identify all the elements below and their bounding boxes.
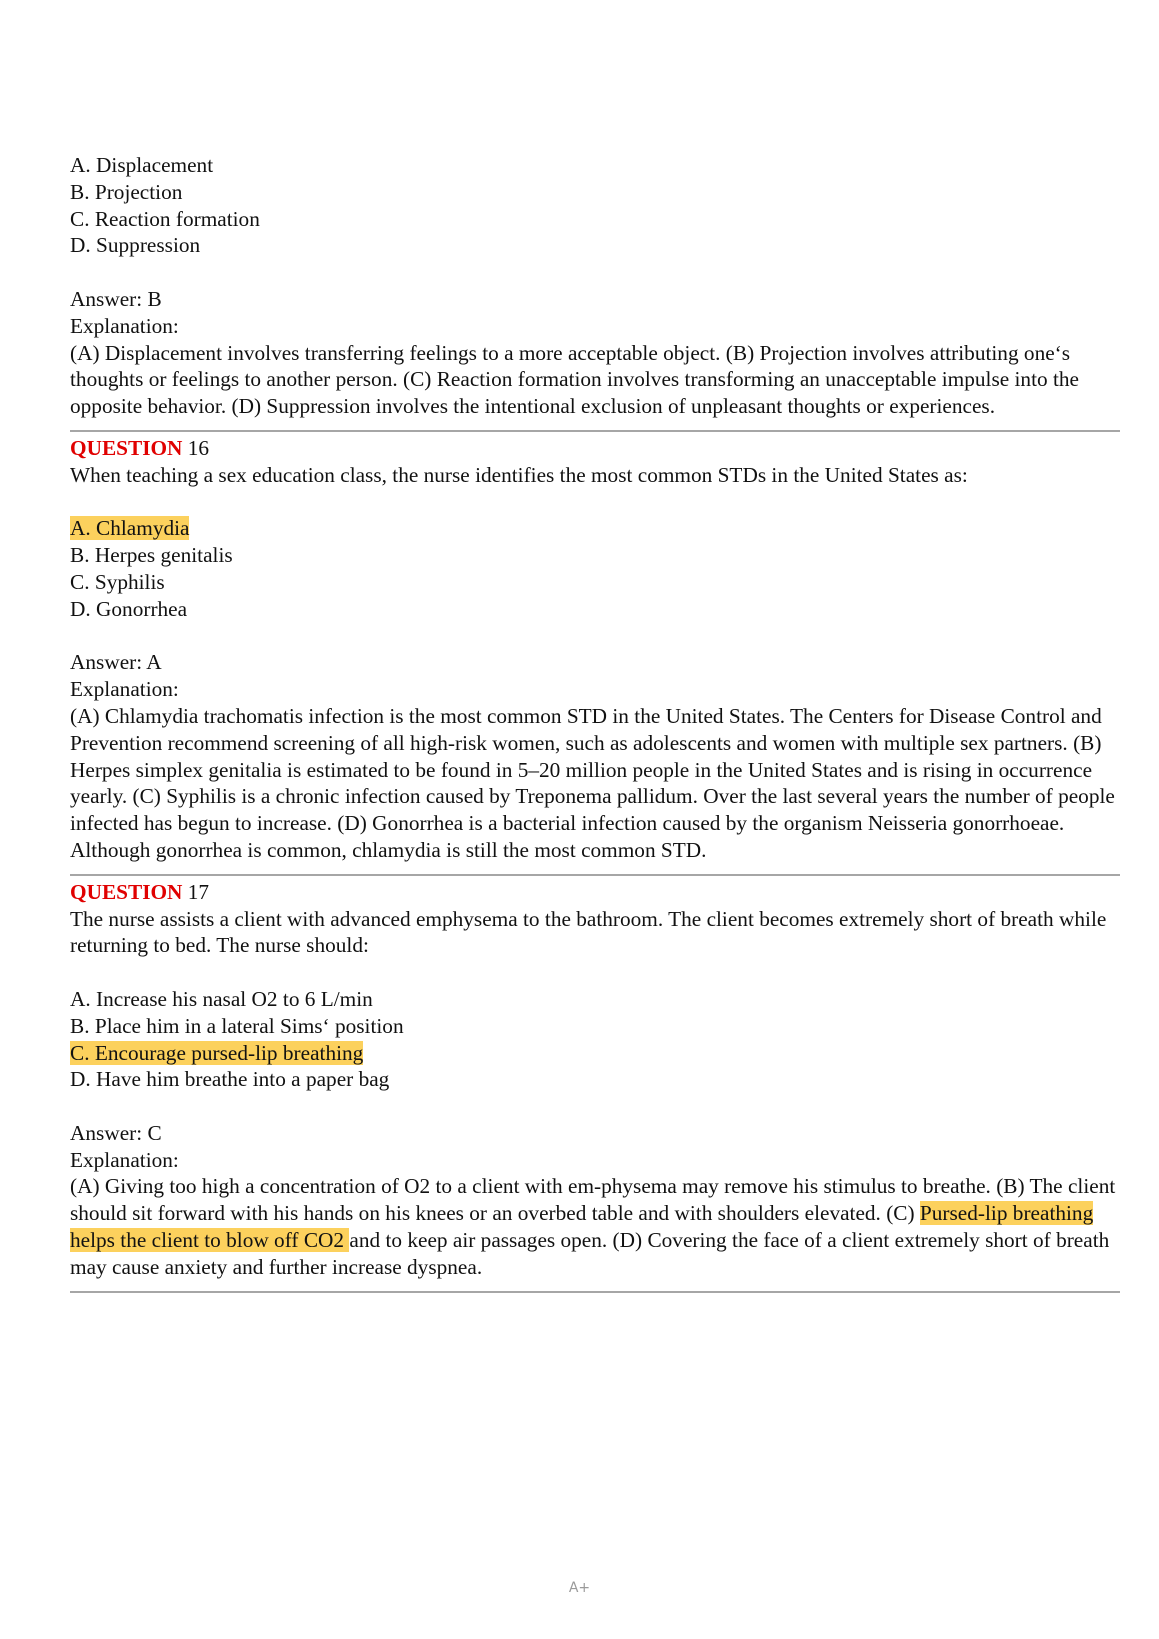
footer-mark: A+ bbox=[568, 1580, 591, 1596]
explanation-part: (A) Giving too high a concentration of O2 to a client with em-physema may remove his stimulus to breathe. (B) The client should sit forward with his hands on his knees or an overbed table and with shoulders elevated. (C) bbox=[70, 1174, 1116, 1226]
answer: Answer: B bbox=[70, 286, 162, 311]
option-c: C. Syphilis bbox=[70, 569, 165, 594]
question-text: The nurse assists a client with advanced emphysema to the bathroom. The client becomes extremely short of breath while returning to bed. The nurse should: bbox=[70, 906, 1107, 958]
option-a: A. Displacement bbox=[70, 153, 214, 177]
prev-question-block bbox=[70, 152, 1120, 420]
question-label: QUESTION bbox=[70, 435, 183, 460]
explanation-text: (A) Chlamydia trachomatis infection is the most common STD in the United States. The Centers for Disease Control and Prevention recommend screening of all high-risk women, such as adolescents and women with multiple sex partners. (B) Herpes simplex genitalia is estimated to be found in 5–20 million people in the United States and is rising in occurrence yearly. (C) Syphilis is a chronic infection caused by Treponema pallidum. Over the last several years the number of people infected has begun to increase. (D) Gonorrhea is a bacterial infection caused by the organism Neisseria gonorrhoeae. Although gonorrhea is common, chlamydia is still the most common STD. bbox=[70, 703, 1115, 862]
option-c bbox=[70, 1040, 1120, 1067]
question-16-block bbox=[70, 435, 1120, 864]
explanation-text: (A) Displacement involves transferring feelings to a more acceptable object. (B) Projection involves attributing one‘s thoughts or feelings to another person. (C) Reaction formation involves transforming an unacceptable impulse into the opposite behavior. (D) Suppression involves the intentional exclusion of unpleasant thoughts or experiences. bbox=[70, 340, 1079, 419]
question-heading bbox=[70, 879, 1120, 906]
option-b: B. Projection bbox=[70, 179, 183, 204]
option-b: B. Place him in a lateral Sims‘ position bbox=[70, 1013, 404, 1038]
explanation-part: and to keep air passages open. (D) Covering the face of a client extremely short of breath may cause anxiety and further increase dyspnea. bbox=[70, 1228, 1110, 1279]
section-divider bbox=[70, 1291, 1120, 1293]
answer: Answer: A bbox=[70, 650, 162, 675]
section-divider bbox=[70, 430, 1120, 432]
option-b: B. Herpes genitalis bbox=[70, 543, 233, 568]
explanation-label: Explanation: bbox=[70, 677, 179, 702]
highlighted-correct-option: C. Encourage pursed-lip breathing bbox=[70, 1040, 364, 1065]
explanation-label: Explanation: bbox=[70, 1147, 179, 1172]
option-d: D. Suppression bbox=[70, 233, 201, 258]
option-c: C. Reaction formation bbox=[70, 206, 260, 231]
question-label: QUESTION bbox=[70, 879, 183, 904]
section-divider bbox=[70, 874, 1120, 876]
option-a bbox=[70, 515, 1120, 542]
explanation-text bbox=[70, 1173, 1120, 1280]
option-a: A. Increase his nasal O2 to 6 L/min bbox=[70, 986, 373, 1011]
option-d: D. Gonorrhea bbox=[70, 596, 188, 621]
question-number: 17 bbox=[182, 879, 210, 904]
question-number: 16 bbox=[182, 435, 210, 460]
document-page bbox=[70, 152, 1120, 1296]
question-17-block bbox=[70, 879, 1120, 1281]
question-text: When teaching a sex education class, the nurse identifies the most common STDs in the United States as: bbox=[70, 462, 968, 487]
option-d: D. Have him breathe into a paper bag bbox=[70, 1067, 390, 1092]
answer: Answer: C bbox=[70, 1120, 162, 1145]
question-heading bbox=[70, 435, 1120, 462]
highlighted-explanation: Pursed-lip breathing helps the client to blow off CO2 bbox=[70, 1201, 1094, 1253]
highlighted-correct-option: A. Chlamydia bbox=[70, 516, 190, 541]
explanation-label: Explanation: bbox=[70, 313, 179, 338]
